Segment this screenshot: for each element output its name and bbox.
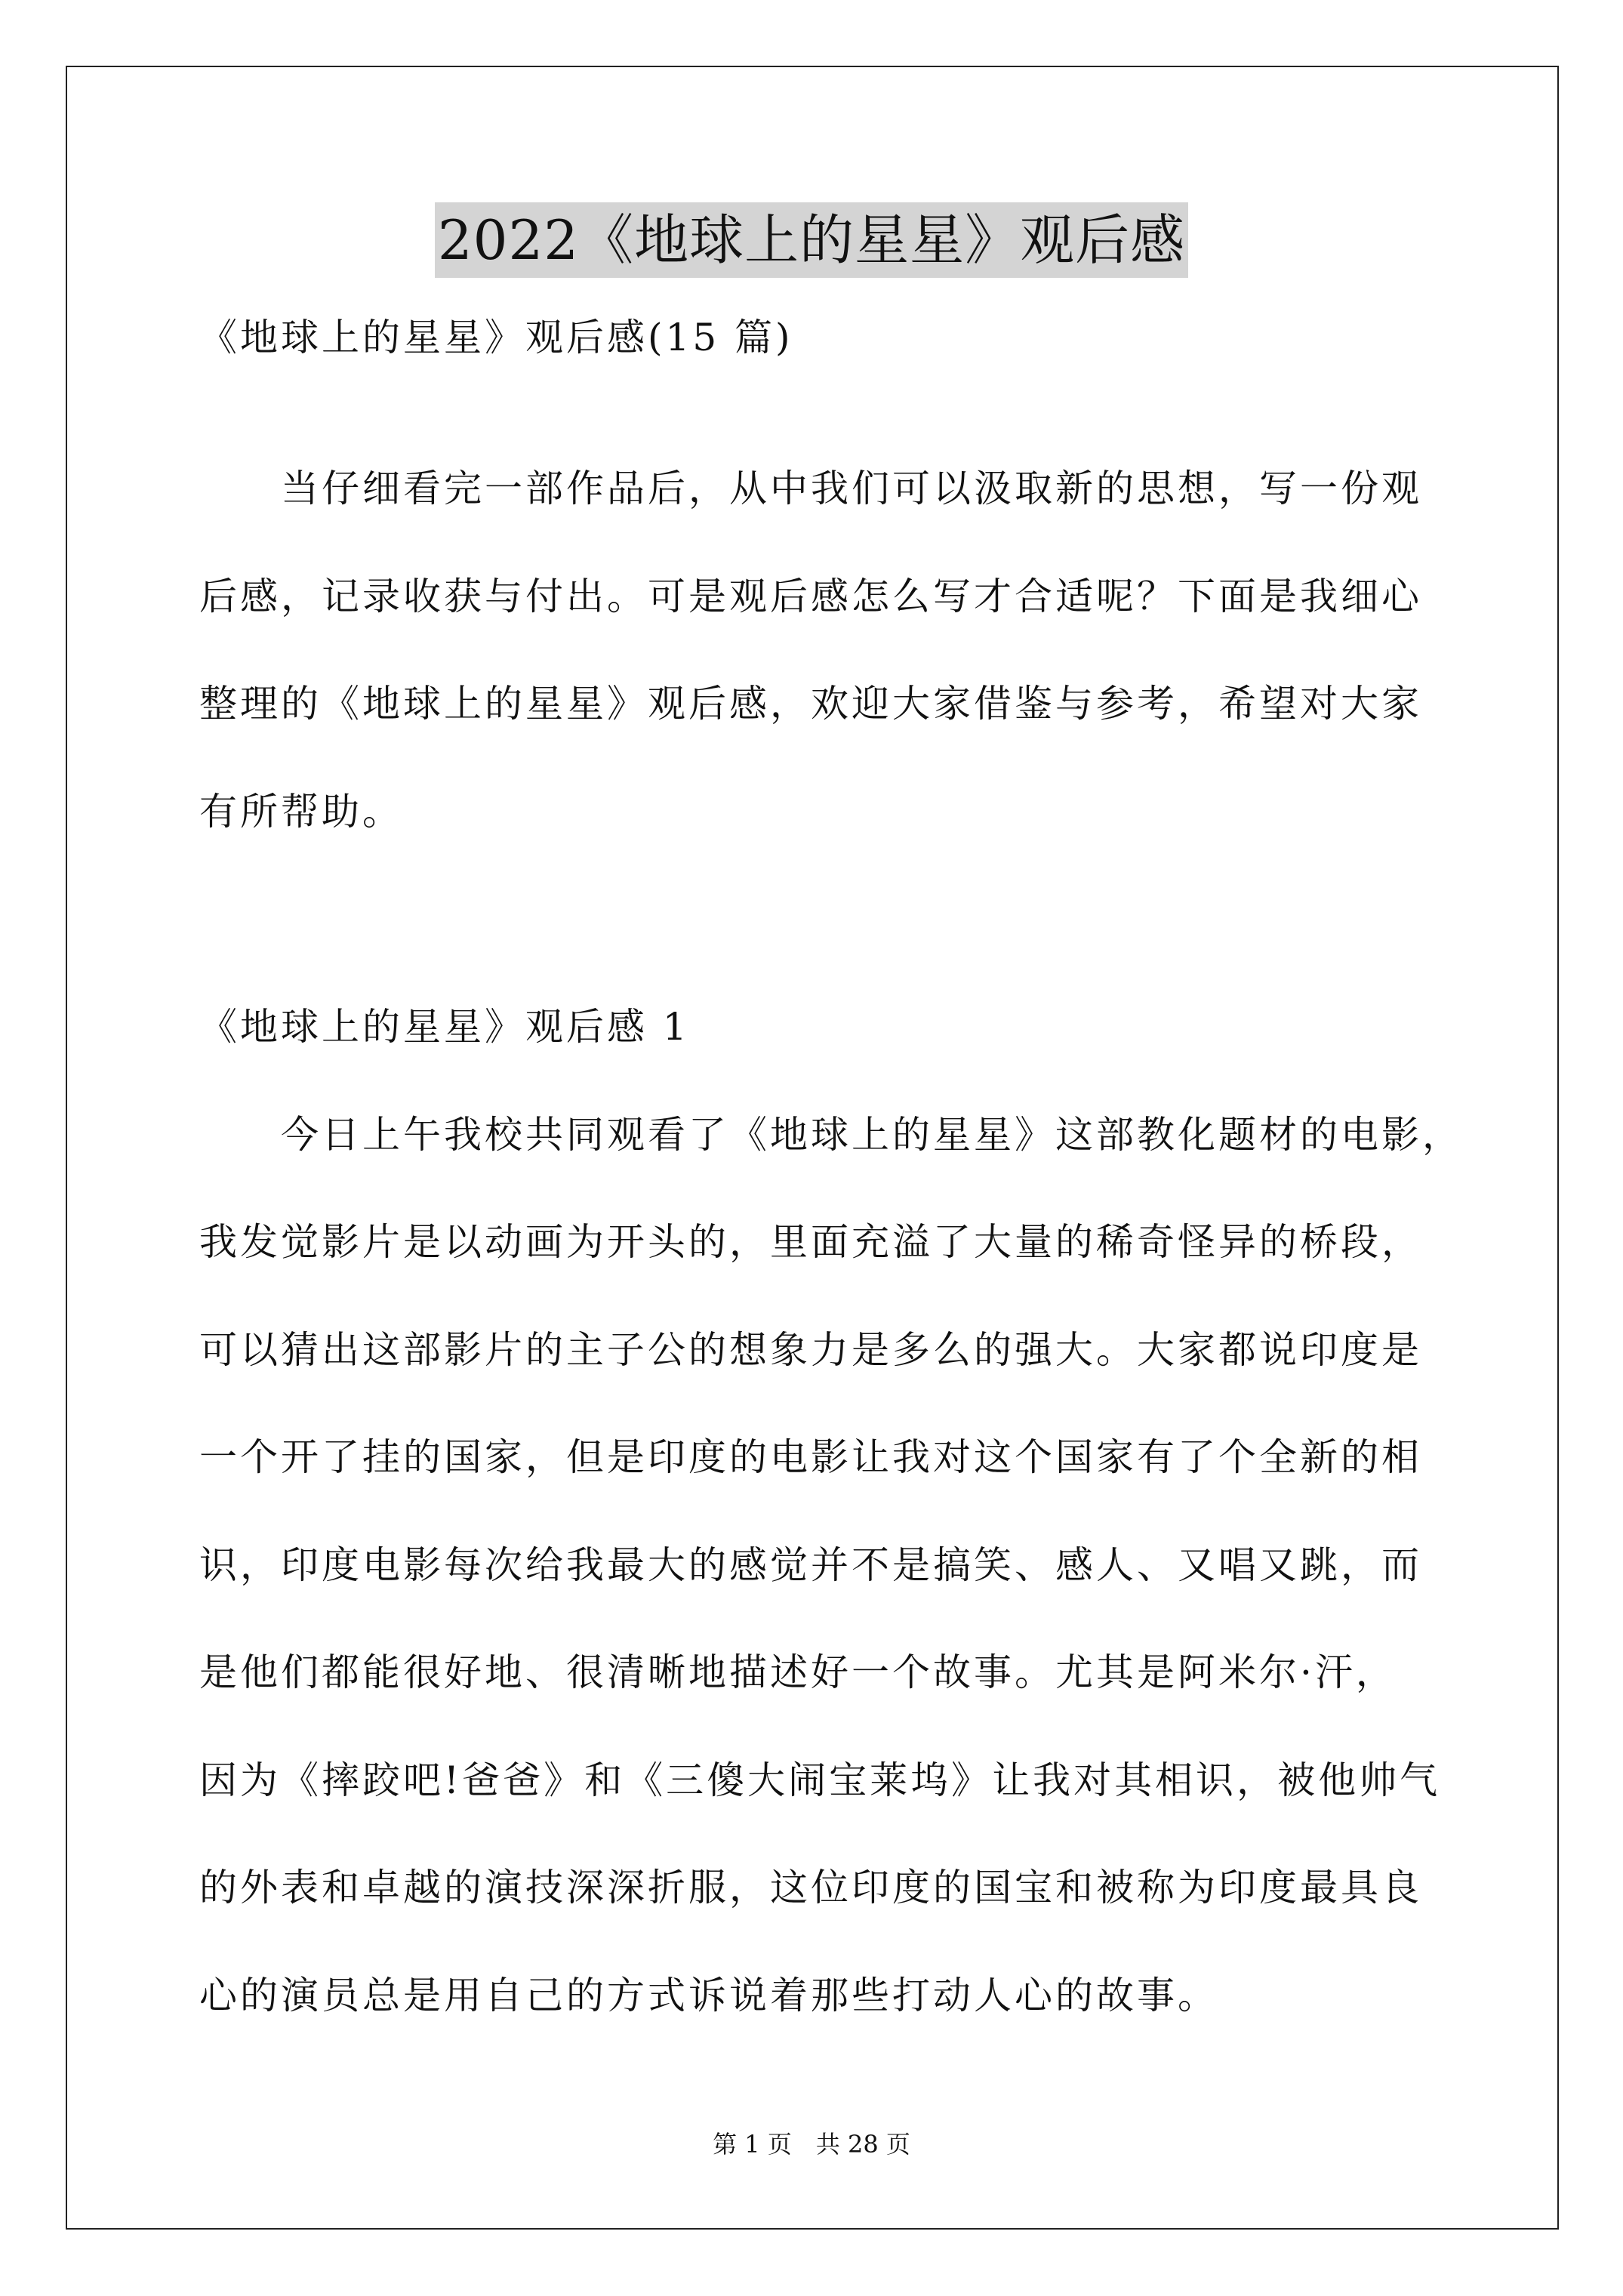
- intro-line: 当仔细看完一部作品后，从中我们可以汲取新的思想，写一份观: [199, 467, 1422, 510]
- body-line: 识，印度电影每次给我最大的感觉并不是搞笑、感人、又唱又跳，而: [199, 1543, 1422, 1587]
- section-heading: 《地球上的星星》观后感 1: [199, 1005, 690, 1049]
- page-footer: 第 1 页 共 28 页: [713, 2130, 910, 2159]
- intro-line: 整理的《地球上的星星》观后感，欢迎大家借鉴与参考，希望对大家: [199, 682, 1422, 726]
- page-title: 2022《地球上的星星》观后感: [435, 202, 1188, 278]
- body-line: 因为《摔跤吧!爸爸》和《三傻大闹宝莱坞》让我对其相识，被他帅气: [199, 1758, 1441, 1802]
- body-line: 心的演员总是用自己的方式诉说着那些打动人心的故事。: [199, 1974, 1218, 2017]
- intro-line: 有所帮助。: [199, 790, 403, 834]
- body-line: 是他们都能很好地、很清晰地描述好一个故事。尤其是阿米尔·汗，: [199, 1650, 1397, 1694]
- body-line: 今日上午我校共同观看了《地球上的星星》这部教化题材的电影，: [199, 1113, 1463, 1157]
- body-line: 的外表和卓越的演技深深折服，这位印度的国宝和被称为印度最具良: [199, 1866, 1422, 1909]
- intro-line: 后感，记录收获与付出。可是观后感怎么写才合适呢？下面是我细心: [199, 575, 1422, 618]
- subtitle: 《地球上的星星》观后感(15 篇): [199, 316, 793, 359]
- body-line: 我发觉影片是以动画为开头的，里面充溢了大量的稀奇怪异的桥段，: [199, 1220, 1422, 1264]
- body-line: 一个开了挂的国家，但是印度的电影让我对这个国家有了个全新的相: [199, 1435, 1422, 1479]
- body-line: 可以猜出这部影片的主子公的想象力是多么的强大。大家都说印度是: [199, 1328, 1422, 1372]
- title-container: [0, 202, 1623, 278]
